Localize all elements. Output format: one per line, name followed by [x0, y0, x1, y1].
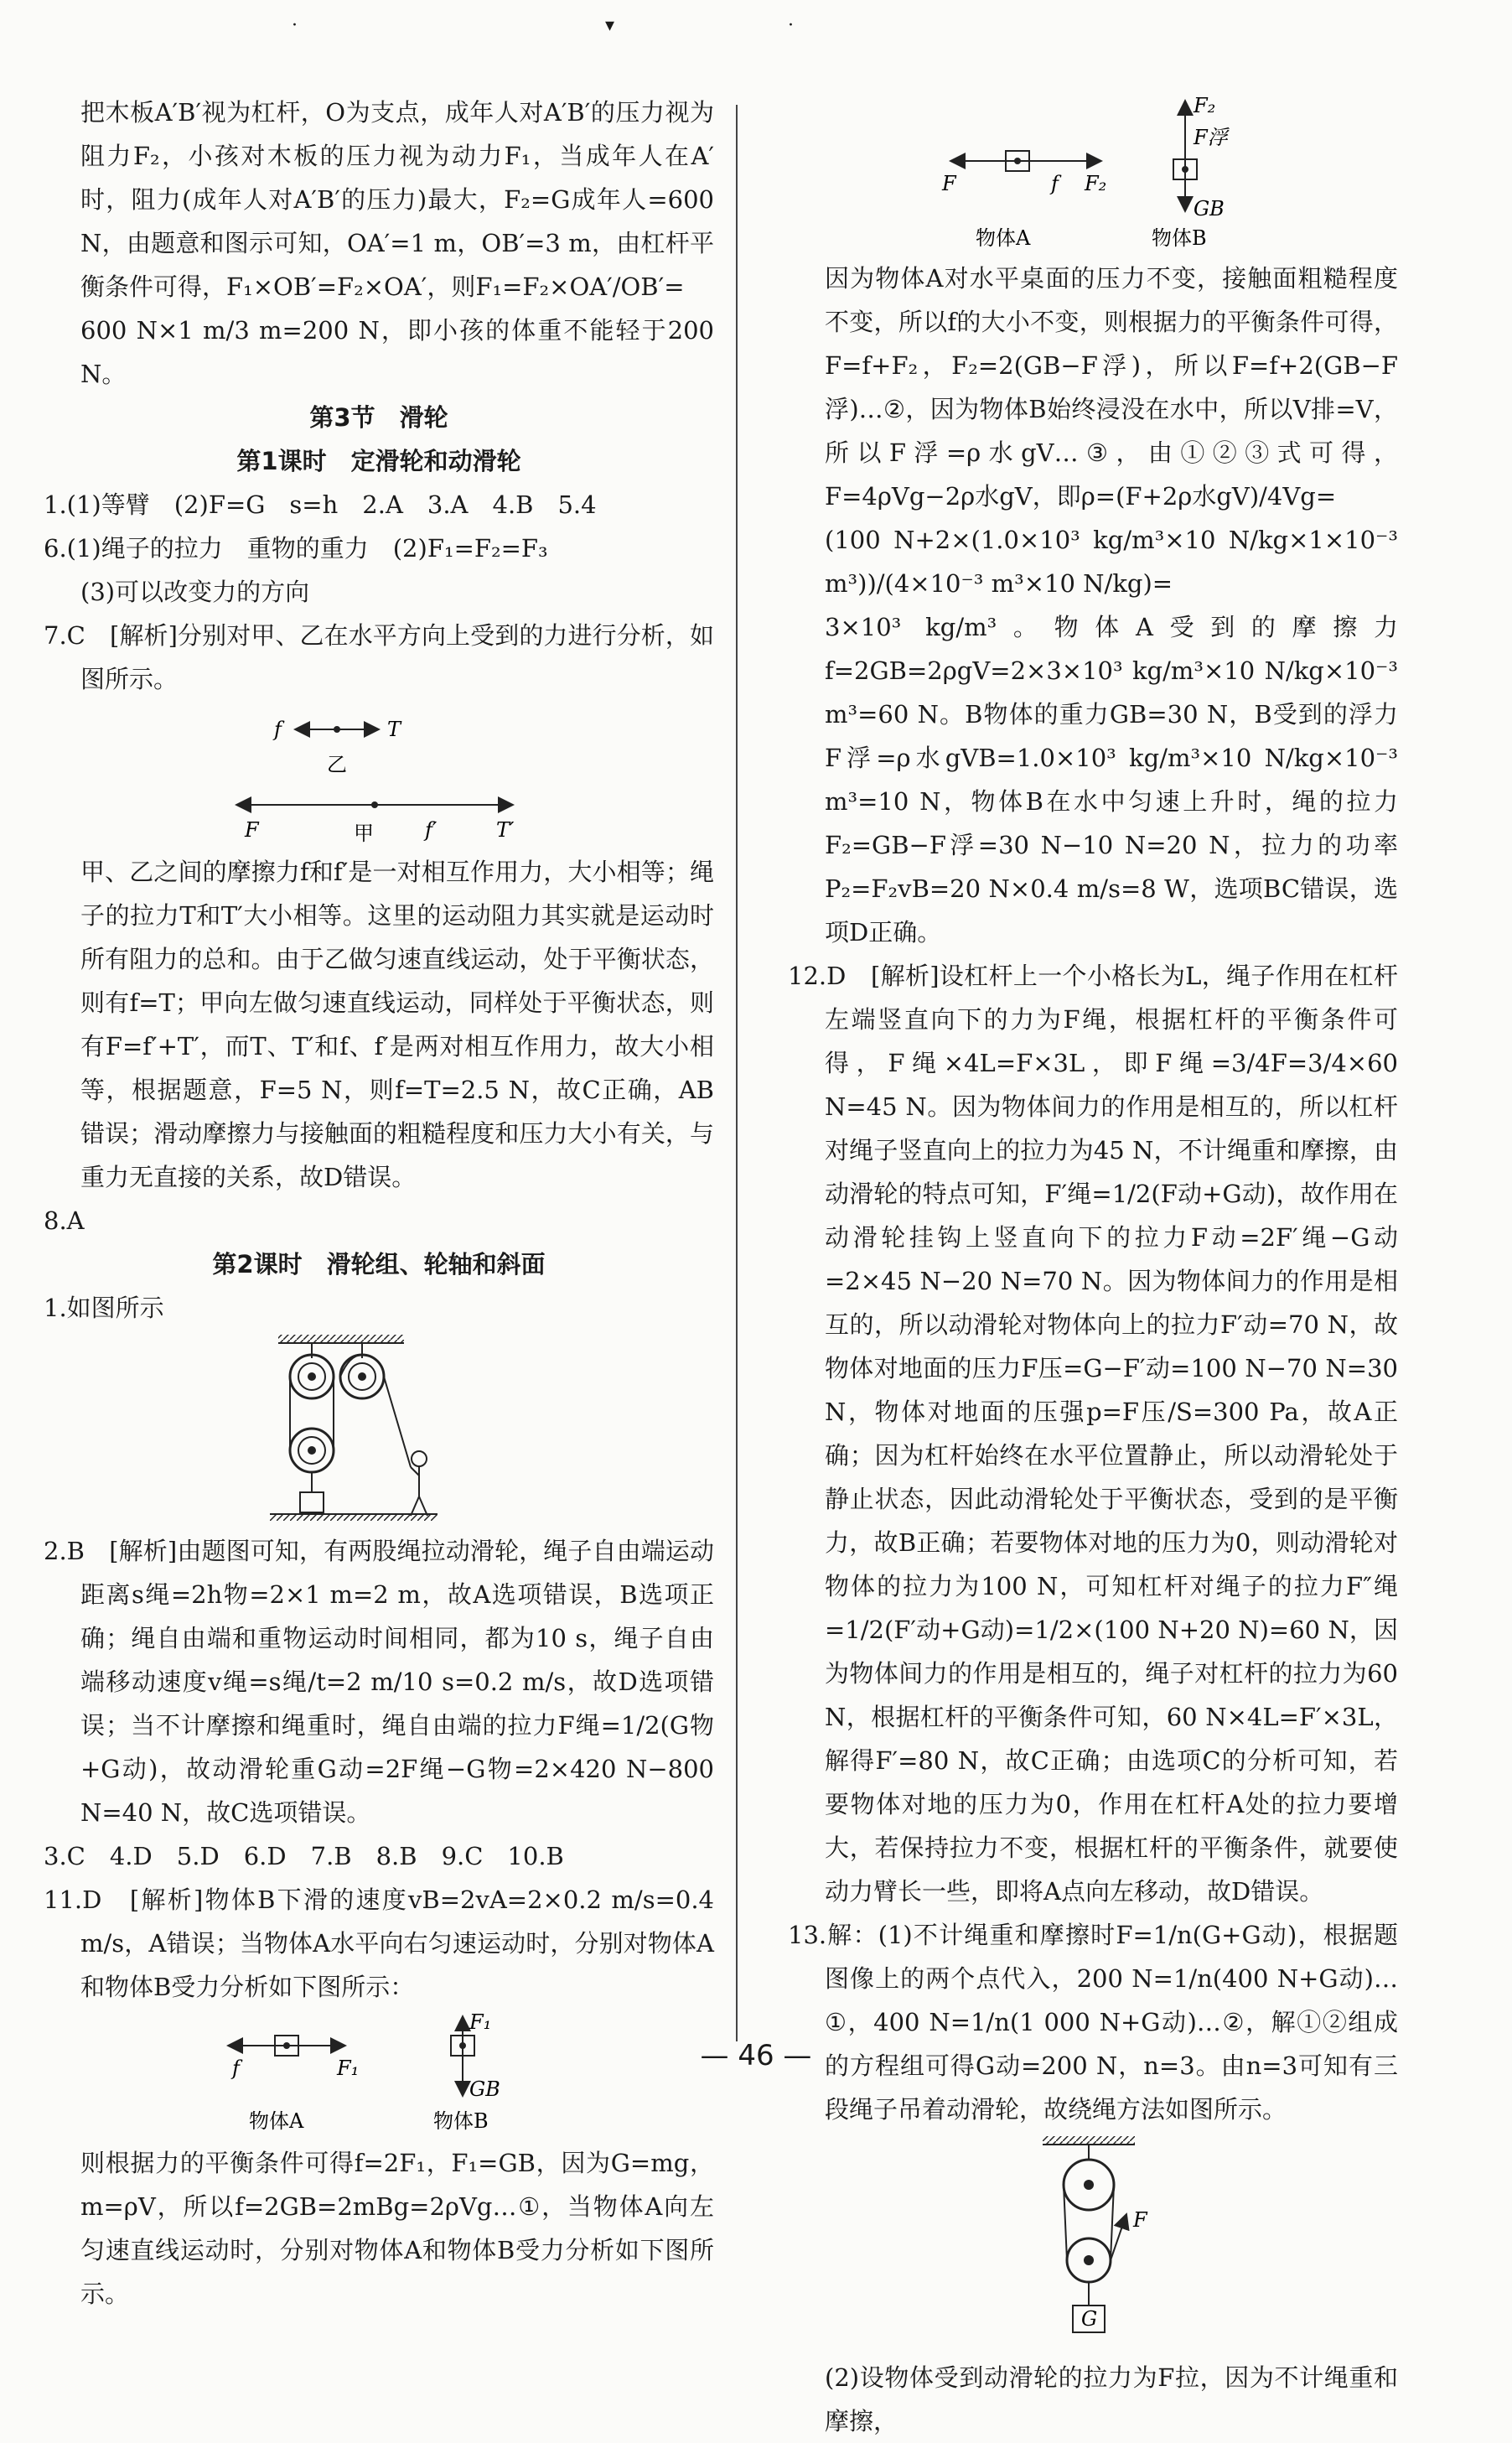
answer-item: 11.D [解析]物体B下滑的速度vB=2vA=2×0.2 m/s=0.4 m/s，A错误；当物体A水平向右匀速运动时，分别对物体A和物体B受力分析如下图所示： [44, 1885, 714, 2001]
label-T: T [387, 718, 401, 741]
answer-item: 7.C [解析]分别对甲、乙在水平方向上受到的力进行分析，如图所示。 [44, 621, 714, 693]
label-F: F [245, 818, 259, 842]
paragraph: 甲、乙之间的摩擦力f和f′是一对相互作用力，大小相等；绳子的拉力T和T′大小相等。这里的运动阻力其实就是运动时所有阻力的总和。由于乙做匀速直线运动，处于平衡状态，则有f=T；甲向左做匀速直线运动，同样处于平衡状态，则有F=f′+T′，而T、T′和f、f′是两对相互作用力，故大小相等，根据题意，F=5 N，则f=T=2.5 N，故C正确，AB错误；滑动摩擦力与接触面的粗糙程度和压力大小有关，与重力无直接的关系，故D错误。 [80, 858, 714, 1191]
paragraph: 把木板A′B′视为杠杆，O为支点，成年人对A′B′的压力视为阻力F₂，小孩对木板的压力视为动力F₁，当成年人在A′时，阻力(成年人对A′B′的压力)最大，F₂=G成年人=600 N，由题意和图示可知，OA′=1 m，OB′=3 m，由杠杆平衡条件可得，F₁×OB′=F₂×OA′，则F₁=F₂×OA′/OB′= [80, 98, 714, 301]
pulley-block-figure [270, 1333, 488, 1526]
label-F: F [942, 172, 956, 195]
label-G: G [1081, 2307, 1098, 2331]
label-fp: f′ [425, 818, 438, 842]
paragraph: 因为物体A对水平桌面的压力不变，接触面粗糙程度不变，所以f的大小不变，则根据力的平衡条件可得，F=f+F₂，F₂=2(GB−F浮)，所以F=f+2(GB−F浮)…②，因为物体B始终浸没在水中，所以V排=V，所以F浮=ρ水gV…③，由①②③式可得，F=4ρVg−2ρ水gV，即ρ=(F+2ρ水gV)/4Vg= [825, 264, 1398, 511]
pulley-rope-figure [1009, 2134, 1177, 2352]
answer-line: (3)可以改变力的方向 [80, 578, 310, 606]
page-number: — 46 — [700, 2039, 812, 2072]
label-f: f [1051, 172, 1059, 195]
label-F: F [1133, 2208, 1147, 2232]
label-F1: F₁ [337, 2057, 360, 2080]
print-mark: · [788, 15, 794, 36]
label-F2: F₂ [1085, 172, 1107, 195]
lesson-heading: 第2课时 滑轮组、轮轴和斜面 [212, 1250, 546, 1279]
paragraph: 600 N×1 m/3 m=200 N，即小孩的体重不能轻于200 N。 [80, 316, 714, 388]
label-jia: 甲 [354, 822, 374, 845]
label-F2b: F₂ [1194, 94, 1216, 117]
label-Ffu: F浮 [1194, 126, 1228, 149]
print-mark: ▾ [605, 15, 615, 36]
label-object-b: 物体B [1152, 226, 1207, 250]
label-yi: 乙 [327, 753, 347, 776]
paragraph: (2)设物体受到动滑轮的拉力为F拉，因为不计绳重和摩擦， [825, 2363, 1398, 2435]
paragraph: 则根据力的平衡条件可得f=2F₁，F₁=GB，因为G=mg，m=ρV，所以f=2GB=2mBg=2ρVg…①，当物体A向左匀速直线运动时，分别对物体A和物体B受力分析如下图所示。 [80, 2149, 714, 2308]
force-diagram-ab-left [917, 94, 1269, 253]
formula-line: (100 N+2×(1.0×10³ kg/m³×10 N/kg×1×10⁻³ m³))/(4×10⁻³ m³×10 N/kg)= [825, 526, 1398, 598]
answer-line: 6.(1)绳子的拉力 重物的重力 (2)F₁=F₂=F₃ [44, 534, 548, 563]
section-heading: 第3节 滑轮 [309, 403, 448, 432]
left-column [44, 91, 714, 2316]
right-column [788, 91, 1398, 2443]
answer-item: 13.解：(1)不计绳重和摩擦时F=1/n(G+G动)，根据题图像上的两个点代入，200 N=1/n(400 N+G动)…①，400 N=1/n(1 000 N+G动)…②，解①②组成的方程组可得G动=200 N，n=3。由n=3可知有三段绳子吊着动滑轮，故绕绳方法如图所示。 [788, 1921, 1398, 2124]
answer-line: 8.A [44, 1206, 85, 1235]
force-diagram-jia-yi [228, 704, 530, 847]
answer-item: 12.D [解析]设杠杆上一个小格长为L，绳子作用在杠杆左端竖直向下的力为F绳，根据杠杆的平衡条件可得，F绳×4L=F×3L，即F绳=3/4F=3/4×60 N=45 N。因为物体间力的作用是相互的，所以杠杆对绳子竖直向上的拉力为45 N，不计绳重和摩擦，由动滑轮的特点可知，F′绳=1/2(F动+G动)，故作用在动滑轮挂钩上竖直向下的拉力F动=2F′绳−G动=2×45 N−20 N=70 N。因为物体间力的作用是相互的，所以动滑轮对物体向上的拉力F′动=70 N，故物体对地面的压力F压=G−F′动=100 N−70 N=30 N，物体对地面的压强p=F压/S=300 Pa，故A正确；因为杠杆始终在水平位置静止，所以动滑轮处于静止状态，因此动滑轮处于平衡状态，受到的是平衡力，故B正确；若要物体对地的压力为0，则动滑轮对物体的拉力为100 N，可知杠杆对绳子的拉力F″绳=1/2(F′动+G动)=1/2×(100 N+20 N)=60 N，因为物体间力的作用是相互的，绳子对杠杆的拉力为60 N，根据杠杆的平衡条件可知，60 N×4L=F′×3L，解得F′=80 N，故C正确；由选项C的分析可知，若要物体对地的压力为0，作用在杠杆A处的拉力要增大，若保持拉力不变，根据杠杆的平衡条件，就要使动力臂长一些，即将A点向左移动，故D错误。 [788, 962, 1398, 1906]
print-mark: · [292, 15, 298, 36]
label-object-a: 物体A [976, 226, 1031, 250]
label-GB: GB [469, 2077, 500, 2101]
force-diagram-ab-right [203, 2012, 555, 2138]
lesson-heading: 第1课时 定滑轮和动滑轮 [236, 447, 521, 475]
paragraph: 3×10³ kg/m³。物体A受到的摩擦力f=2GB=2ρgV=2×3×10³ kg/m³×10 N/kg×10⁻³ m³=60 N。B物体的重力GB=30 N，B受到的浮力F浮=ρ水gVB=1.0×10³ kg/m³×10 N/kg×10⁻³ m³=10 N，物体B在水中匀速上升时，绳的拉力F₂=GB−F浮=30 N−10 N=20 N，拉力的功率P₂=F₂vB=20 N×0.4 m/s=8 W，选项BC错误，选项D正确。 [825, 613, 1398, 947]
label-f: f [274, 718, 282, 741]
answer-item: 2.B [解析]由题图可知，有两股绳拉动滑轮，绳子自由端运动距离s绳=2h物=2×1 m=2 m，故A选项错误，B选项正确；绳自由端和重物运动时间相同，都为10 s，绳子自由端移动速度v绳=s绳/t=2 m/10 s=0.2 m/s，故D选项错误；当不计摩擦和绳重时，绳自由端的拉力F绳=1/2(G物+G动)，故动滑轮重G动=2F绳−G物=2×420 N−800 N=40 N，故C选项错误。 [44, 1537, 714, 1827]
label-f: f [232, 2057, 240, 2080]
answer-line: 1.(1)等臂 (2)F=G s=h 2.A 3.A 4.B 5.4 [44, 490, 597, 519]
label-object-b: 物体B [433, 2109, 489, 2133]
label-GB: GB [1194, 197, 1225, 220]
label-Tp: T′ [496, 818, 515, 842]
answer-line: 1.如图所示 [44, 1294, 164, 1322]
answer-line: 3.C 4.D 5.D 6.D 7.B 8.B 9.C 10.B [44, 1842, 564, 1870]
column-divider [736, 105, 738, 2041]
label-object-a: 物体A [249, 2109, 304, 2133]
label-F1b: F₁ [469, 2012, 492, 2034]
